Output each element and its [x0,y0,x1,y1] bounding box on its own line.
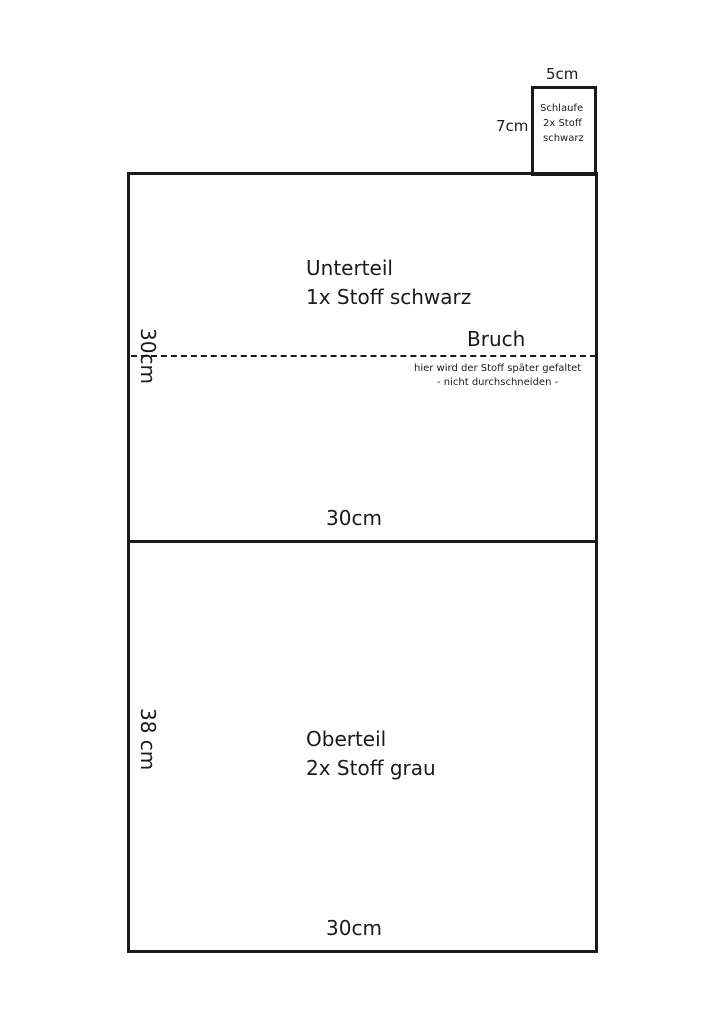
fold-line [131,355,596,357]
loop-label-line3: schwarz [543,133,584,144]
loop-width-label: 5cm [546,65,579,83]
upper-part-height-label: 38 cm [136,708,160,771]
fold-note-line1: hier wird der Stoff später gefaltet [414,363,582,374]
upper-part-width-label: 30cm [326,916,382,940]
loop-piece [531,86,597,176]
loop-label-line1: Schlaufe [540,103,584,114]
loop-label-line2: 2x Stoff [543,118,582,129]
loop-height-label: 7cm [496,117,529,135]
lower-part-title: Unterteil [306,256,393,280]
upper-part-subtitle: 2x Stoff grau [306,756,436,780]
lower-part-piece [127,172,598,543]
fold-note-line2: - nicht durchschneiden - [437,377,559,388]
fold-label: Bruch [467,327,526,351]
lower-part-width-label: 30cm [326,506,382,530]
lower-part-height-label: 30cm [136,328,160,384]
lower-part-subtitle: 1x Stoff schwarz [306,285,472,309]
upper-part-title: Oberteil [306,727,387,751]
